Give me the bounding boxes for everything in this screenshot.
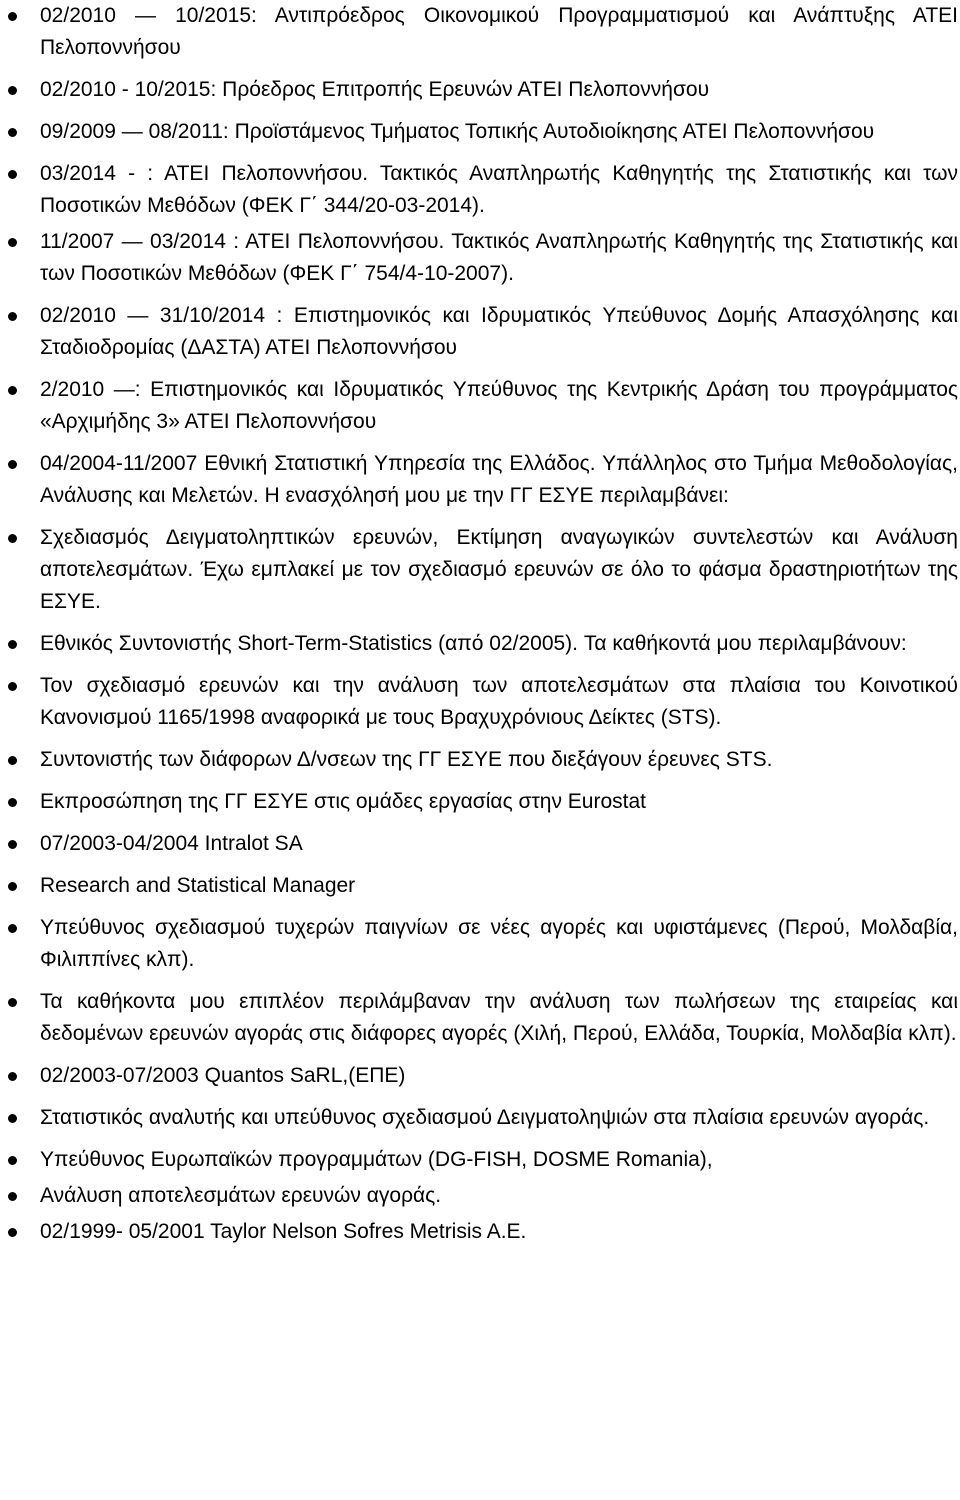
bullet-icon	[8, 534, 17, 543]
list-item	[40, 522, 958, 618]
bullet-icon	[8, 1072, 17, 1081]
bullet-icon	[8, 170, 17, 179]
list-item	[40, 670, 958, 734]
bullet-icon	[8, 682, 17, 691]
list-item	[40, 1180, 958, 1212]
list-item	[40, 1216, 958, 1248]
list-item	[40, 1144, 958, 1176]
bullet-icon	[8, 1114, 17, 1123]
bullet-icon	[8, 1156, 17, 1165]
list-item-text: 11/2007 — 03/2014 : ΑΤΕΙ Πελοποννήσου. Τακτικός Αναπληρωτής Καθηγητής της Στατιστικής και των Ποσοτικών Μεθόδων (ΦΕΚ Γ΄ 754/4-10-2007).	[40, 230, 958, 285]
bullet-icon	[8, 798, 17, 807]
list-item	[40, 786, 958, 818]
list-item	[40, 374, 958, 438]
bullet-icon	[8, 882, 17, 891]
bullet-icon	[8, 998, 17, 1007]
list-item-text: Σχεδιασμός Δειγματοληπτικών ερευνών, Εκτίμηση αναγωγικών συντελεστών και Ανάλυση αποτελεσμάτων. Έχω εμπλακεί με τον σχεδιασμό ερευνών σε όλο το φάσμα δραστηριοτήτων της ΕΣΥΕ.	[40, 526, 958, 613]
list-item-text: Εθνικός Συντονιστής Short-Term-Statistics (από 02/2005). Τα καθήκοντά μου περιλαμβάνουν:	[40, 632, 907, 655]
list-item	[40, 0, 958, 64]
list-item-text: 02/2003-07/2003 Quantos SaRL,(ΕΠΕ)	[40, 1064, 406, 1087]
list-item-text: 04/2004-11/2007 Εθνική Στατιστική Υπηρεσία της Ελλάδος. Υπάλληλος στο Τμήμα Μεθοδολογίας, Ανάλυσης και Μελετών. Η ενασχόλησή μου με την ΓΓ ΕΣΥΕ περιλαμβάνει:	[40, 452, 958, 507]
bullet-icon	[8, 312, 17, 321]
list-item-text: 02/1999- 05/2001 Taylor Nelson Sofres Metrisis A.E.	[40, 1220, 527, 1243]
list-item-text: Τα καθήκοντα μου επιπλέον περιλάμβαναν την ανάλυση των πωλήσεων της εταιρείας και δεδομένων ερευνών αγοράς στις διάφορες αγορές (Χιλή, Περού, Ελλάδα, Τουρκία, Μολδαβία κλπ).	[40, 990, 958, 1045]
list-item	[40, 628, 958, 660]
list-item-text: Υπεύθυνος σχεδιασμού τυχερών παιγνίων σε νέες αγορές και υφιστάμενες (Περού, Μολδαβία, Φιλιππίνες κλπ).	[40, 916, 958, 971]
list-item-text: 03/2014 - : ΑΤΕΙ Πελοποννήσου. Τακτικός Αναπληρωτής Καθηγητής της Στατιστικής και των Ποσοτικών Μεθόδων (ΦΕΚ Γ΄ 344/20-03-2014).	[40, 162, 958, 217]
list-item	[40, 226, 958, 290]
list-item-text: Research and Statistical Manager	[40, 874, 356, 897]
list-item	[40, 828, 958, 860]
list-item	[40, 300, 958, 364]
bullet-icon	[8, 640, 17, 649]
list-item-text: 02/2010 — 10/2015: Αντιπρόεδρος Οικονομικού Προγραμματισμού και Ανάπτυξης ΑΤΕΙ Πελοποννήσου	[40, 4, 958, 59]
bullet-icon	[8, 924, 17, 933]
list-item-text: 09/2009 — 08/2011: Προϊστάμενος Τμήματος Τοπικής Αυτοδιοίκησης ΑΤΕΙ Πελοποννήσου	[40, 120, 875, 143]
list-item-text: Ανάλυση αποτελεσμάτων ερευνών αγοράς.	[40, 1184, 442, 1207]
bullet-icon	[8, 12, 17, 21]
bullet-icon	[8, 238, 17, 247]
bullet-icon	[8, 1192, 17, 1201]
list-item	[40, 744, 958, 776]
list-item	[40, 986, 958, 1050]
bullet-icon	[8, 128, 17, 137]
bullet-icon	[8, 86, 17, 95]
list-item	[40, 116, 958, 148]
list-item	[40, 870, 958, 902]
list-item-text: Συντονιστής των διάφορων Δ/νσεων της ΓΓ ΕΣΥΕ που διεξάγουν έρευνες STS.	[40, 748, 773, 771]
list-item	[40, 912, 958, 976]
list-item-text: Στατιστικός αναλυτής και υπεύθυνος σχεδιασμού Δειγματοληψιών στα πλαίσια ερευνών αγοράς.	[40, 1106, 930, 1129]
list-item-text: 07/2003-04/2004 Intralot SA	[40, 832, 303, 855]
list-item	[40, 158, 958, 222]
list-item-text: 02/2010 — 31/10/2014 : Επιστημονικός και Ιδρυματικός Υπεύθυνος Δομής Απασχόλησης και Σταδιοδρομίας (ΔΑΣΤΑ) ΑΤΕΙ Πελοποννήσου	[40, 304, 958, 359]
list-item-text: 02/2010 - 10/2015: Πρόεδρος Επιτροπής Ερευνών ΑΤΕΙ Πελοποννήσου	[40, 78, 710, 101]
list-item	[40, 1102, 958, 1134]
bullet-icon	[8, 460, 17, 469]
list-item-text: Εκπροσώπηση της ΓΓ ΕΣΥΕ στις ομάδες εργασίας στην Eurostat	[40, 790, 647, 813]
list-item-text: Υπεύθυνος Ευρωπαϊκών προγραμμάτων (DG-FISH, DOSME Romania),	[40, 1148, 713, 1171]
bullet-icon	[8, 1228, 17, 1237]
list-item-text: Τον σχεδιασμό ερευνών και την ανάλυση των αποτελεσμάτων στα πλαίσια του Κοινοτικού Κανονισμού 1165/1998 αναφορικά με τους Βραχυχρόνιους Δείκτες (STS).	[40, 674, 958, 729]
list-item-text: 2/2010 —: Επιστημονικός και Ιδρυματικός Υπεύθυνος της Κεντρικής Δράση του προγράμματος «Αρχιμήδης 3» ΑΤΕΙ Πελοποννήσου	[40, 378, 958, 433]
list-item	[40, 74, 958, 106]
bullet-icon	[8, 386, 17, 395]
bullet-icon	[8, 840, 17, 849]
list-item	[40, 448, 958, 512]
bullet-icon	[8, 756, 17, 765]
list-item	[40, 1060, 958, 1092]
